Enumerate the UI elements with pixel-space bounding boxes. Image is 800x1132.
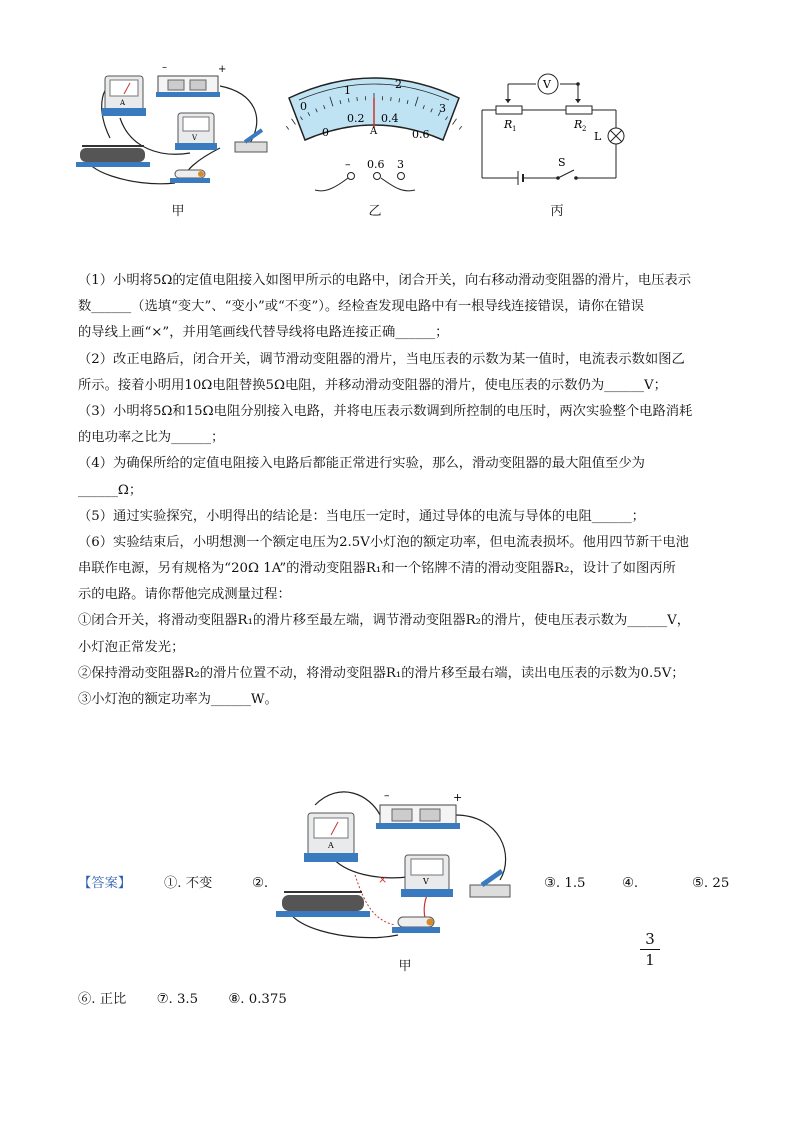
meter-top-tick-3: 3: [439, 102, 446, 115]
meter-top-tick-2: 2: [395, 78, 402, 91]
answer-4: ④.: [622, 876, 639, 891]
answer-row-2: [78, 988, 313, 1007]
answer-caption-jia: 甲: [398, 959, 412, 974]
question-line: （4）为确保所给的定值电阻接入电路后都能正常进行实验，那么，滑动变阻器的最大阻值至少为: [78, 456, 645, 472]
question-line: ③小灯泡的额定功率为______W。: [78, 692, 278, 707]
schematic-lamp: L: [594, 130, 602, 143]
wrong-wire-x-mark: ×: [378, 873, 388, 886]
figure-jia-circuit: [70, 58, 280, 193]
meter-terminal-06: 0.6: [367, 158, 385, 171]
question-line: ②保持滑动变阻器R₂的滑片位置不动，将滑动变阻器R₁的滑片移至最右端，读出电压表的示数为0.5V；: [78, 665, 685, 681]
caption-yi: 乙: [368, 204, 382, 219]
question-line: （3）小明将5Ω和15Ω电阻分别接入电路，并将电压表示数调到所控制的电压时，两次实验整个电路消耗: [78, 403, 693, 419]
answer-label: 【答案】: [78, 876, 132, 891]
question-line: （2）改正电路后，闭合开关，调节滑动变阻器的滑片，当电压表的示数为某一值时，电流表示数如图乙: [78, 351, 685, 367]
answer-battery-plus: +: [453, 791, 463, 804]
question-line: 小灯泡正常发光；: [78, 639, 185, 655]
answer-battery-minus: –: [384, 789, 390, 802]
question-line: 串联作电源，另有规格为“20Ω 1A”的滑动变阻器R₁和一个铭牌不清的滑动变阻器R₂，设计了如图丙所: [78, 561, 676, 577]
fraction-numerator: 3: [645, 930, 655, 948]
meter-tick-mark: [286, 126, 288, 129]
meter-bottom-tick-1: 0.2: [347, 112, 365, 125]
schematic-r1: R: [504, 118, 513, 131]
figure-bing-schematic: [478, 70, 633, 190]
meter-top-tick-1: 1: [344, 84, 351, 97]
question-line: （6）实验结束后，小明想测一个额定电压为2.5V小灯泡的额定功率，但电流表损坏。他用四节新干电池: [78, 534, 689, 550]
meter-bottom-tick-2: 0.4: [381, 112, 399, 125]
ammeter-letter: A: [120, 99, 126, 107]
schematic-switch: S: [558, 156, 566, 169]
answer-7: ⑦. 3.5: [156, 992, 199, 1007]
answer-4-fraction: [640, 930, 660, 969]
question-line: 所示。接着小明用10Ω电阻替换5Ω电阻，并移动滑动变阻器的滑片，使电压表的示数仍为______V；: [78, 377, 667, 393]
meter-tick-mark: [459, 126, 461, 129]
answer-circuit-figure: [270, 785, 530, 955]
answer-row: [78, 871, 738, 897]
question-line: （1）小明将5Ω的定值电阻接入如图甲所示的电路中，闭合开关，向右移动滑动变阻器的滑片，电压表示: [78, 273, 692, 288]
fraction-denominator: 1: [645, 951, 655, 969]
question-line: ①闭合开关，将滑动变阻器R₁的滑片移至最左端，调节滑动变阻器R₂的滑片，使电压表示数为______V，: [78, 613, 691, 629]
question-line: ______Ω；: [78, 482, 143, 498]
meter-unit: A: [370, 126, 378, 137]
voltmeter-letter: V: [192, 134, 198, 142]
question-line: 的导线上画“×”，并用笔画线代替导线将电路连接正确______；: [78, 325, 449, 341]
answer-8: ⑧. 0.375: [228, 992, 287, 1007]
caption-jia: 甲: [171, 204, 185, 219]
answer-5: ⑤. 25: [692, 876, 730, 891]
meter-terminal-minus: –: [345, 158, 351, 171]
answer-3: ③. 1.5: [544, 876, 586, 891]
question-line: 示的电路。请你帮他完成测量过程：: [78, 587, 291, 603]
question-line: （5）通过实验探究，小明得出的结论是：当电压一定时，通过导体的电流与导体的电阻______；: [78, 508, 645, 524]
schematic-voltmeter: V: [543, 78, 551, 91]
answer-voltmeter-letter: V: [423, 877, 429, 886]
meter-terminal-3: 3: [397, 158, 404, 171]
answer-2: ②.: [252, 876, 269, 891]
meter-top-tick-0: 0: [300, 100, 307, 113]
schematic-r1-sub: 1: [512, 125, 517, 133]
caption-bing: 丙: [550, 204, 564, 219]
battery-minus: –: [162, 62, 167, 73]
question-line: 的电功率之比为______；: [78, 430, 225, 446]
answer-1: ①. 不变: [164, 876, 213, 891]
question-text: [78, 268, 728, 713]
meter-bottom-tick-0: 0: [322, 126, 329, 139]
battery-plus: +: [218, 64, 227, 75]
schematic-r2: R: [574, 118, 583, 131]
meter-tick-mark: [292, 119, 296, 125]
meter-tick-mark: [452, 119, 456, 125]
answer-ammeter-letter: A: [328, 841, 334, 850]
schematic-r2-sub: 2: [582, 125, 587, 133]
meter-bottom-tick-3: 0.6: [412, 128, 430, 141]
question-line: 数______（选填“变大”、“变小”或“不变”）。经检查发现电路中有一根导线连接错误，请你在错误: [78, 299, 645, 315]
figure-yi-ammeter-dial: [285, 68, 463, 198]
answer-6: ⑥. 正比: [78, 992, 127, 1007]
